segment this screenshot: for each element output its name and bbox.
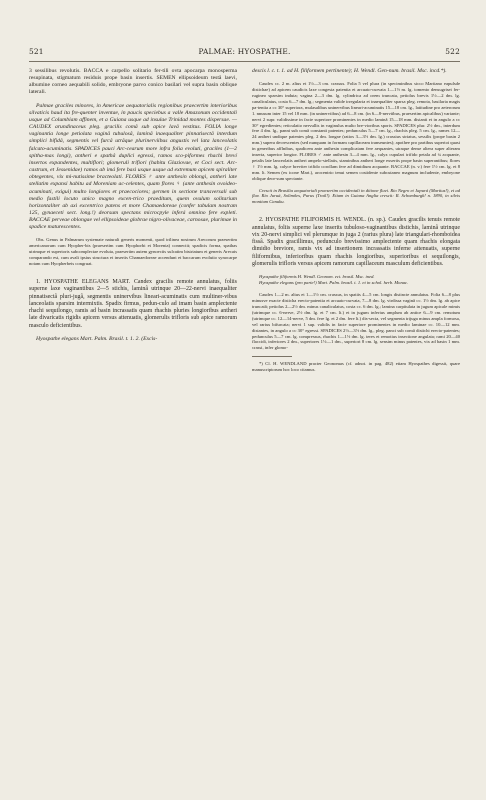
genus-observation-note: Obs. Genus in Palmarum systemate naturali generis momenti, quod trilinea nostrum Arecorum praesertim americanorum cum Hyopher-bis (praesertim cum Hyophorbi et Morenia) connectit; spadicis forma, spathas utrimque et superioris subcomplectae evoluta, praesertim autem gynoeciis sulcatim bistriatum et generis Arecais comparando est, cum avali ipsius structura et insertis Chamaedoreae accendunt et baccarum evolutio synocarpe notam cum Hyopherbeis congruat.: [29, 237, 237, 267]
species-2-description: Caudex 1—2 m. altus et 1—1½ cm. crassus, in spatiis 4—5 cm. longis distincte annulatus. Folia 6—8 plus minusve exacte disticha erecto-patentia et arcuato-curvata, 7—8 dm. lg. virdissa vaginâ cc. 1½ dm. lg. ab apice truncatâ; petiolus 2—2½ dm. minus canaliculatus, costa cc. 6 dm. lg.; lamina carpitulata in jugum apicale mimis (utrimque cc. 6-nerve, 2½ dm. lg. et 7 cm. lt.) et in jugum inferius amplum ab antice 6—9 cm. remotum (utrimque cc. 12—14-nerve, 5 dm. fere lg. et 2 dm. fere lt.) dis-secta, vel segmenta trijuga minus ampla formosa, vel rarius bifurcata; nervi 1 sup. validis in facie superiore prominentes in medio laminae cc. 10—12 mm. distantes, in angulo a cc 30° egressi. SPADICES 2½—3½ dm. lg., pleg. panci sub comâ distichi erecto-patentes; pedunculus 5—7 cm. lg. compressus, rhachis 1—1½ dm. lg. teres et remotius insectione angulata; rami 20—40 flaccidi, inferiores 2 dm., superiores 1½—1 dm., superiori 8 cm. lg. sensim minus patentes, vix ad basin 1 mm. crassi, infer glomo-: [252, 292, 460, 351]
species-2-synonym-2: Hyospathe elegans (pro parte!) Mart. Palm. brasil. t. 1. et in schol. herb. Monac.: [259, 280, 409, 286]
page-number-right: 522: [445, 47, 460, 56]
footnote: *) Cl. H. WENDLAND practer Geonomas (cf. adnot. in pag. 482) etiam Hyospathes digessit, quare manuscriptorum hoc loco citamus.: [252, 361, 460, 373]
running-title: PALMAE: HYOSPATHE.: [198, 47, 291, 56]
species-1-heading-paragraph: [29, 279, 237, 330]
species-2-heading: 2. HYOSPATHE FILIFORMIS H. WENDL. (n. sp.).: [259, 217, 387, 224]
page-number-left: 521: [29, 47, 44, 56]
genus-description-end: 3 sessilibus revolutis. BACCA e carpello solitario fer-tili ovta apocarpa monosperma resupinata, stigmatum residuis prope basin insertis. SEMEN ellipsoideum testâ laevi, albumine corneo aequabili solido, embryone parvo conico basilari vel supra basin oblique laterali.: [29, 68, 237, 96]
genus-habit-paragraph: Palmae graciles minores, in Americae aequatorialis regionibus praecertim interioribus silvaticis haud ita fre-quenter inventae, in paucis speciebus a valle Amazonum occidentali usque ad Columbiam affinem, et a Guiana usque ad insulae Trinidad montes dispersae. — CAUDEX arundinaceus pleg. gracilis comâ sub apice lavâ vestitus. FOLIA longe vaginantia longe petiolata vaginâ tubulosâ, laminâ inaequaliter pinnatisectâ interdum simplici bifidâ, segmentis vel furcâ utrâque plurinerviibus angustis vel lata lanceolatis falcato-acuminatis. SPADICES pauci Arc-cearum more infra folia evoluti, graciles (1—2 spitha-mas longi), antheri e spathâ duplici egressi, ramos sco-piformes rhachi breví insertos expandentes, multiflori; glomeruli trifiori (habitu Glaziovae, et Coci sect. Arc-castrum, et Jessenidae) ramos ab imá fere basi usque usque ad extremum apicem spiraliter obtegentes, vix mi-nutissime bracteolati. FLORES ♂ ante anthesin oblongi, antheri late stellatim expansi habitu ad Moreniam ac-celentes, quam flores ♀ (ante anthesin ovoideo-acuminati, exigui) multo longiores et praecociores; germen in sectione transversali sub medio fastili locuto unico magno excen-trico praeditum, quem ovulum solitarium horizontaliter ab axi excentrico patens et more Chamaedoreae (confer tabulam nostram 125, gynaeceti sect. long.!) deorsum spectans microcpyle inferá omnino fere expleti. BACCAE perveae oblongae vel ellipsoideae globrae nigro-olivaceae, carnosae, plurimae in spadice maturescentes.: [29, 102, 237, 231]
species-1-description: Caudex cc. 2 m. altus et 1½—3 cm. crassus. Folia 5 vel plura (in speciminibus sicco Martiano eapulsde distichae) ad apicem caudicis laxe congesta patentia et arcuato-curvata 1—1½ m. lg. tomento densugrisei fer-rugineo sparsim induta; vagina 2—3 dm. lg. cylindrica ad orem truncata, petiolus brevis 1½—2 dm. lg. canaliculatus, costa 6—7 dm. lg.; segmenta valide irregularia et inaequaliter sparsa pleg. remota, basilaria magis pa-tentia a cc 30° superiora, mulasalibus uninervibus lineari-acuminatis 15—18 cm. lg., latitudine pro aeterorum 1. nnusum inter 15 vel 18 mm. (in uninerviibus) ad 6—8 cm. (in 6—8-nerviibus, praesertim apicalibus) variante; nervi 2 supr. validissime in facie superiore prominentes in medio laminâ 15—18 mm. distanti et in angulo a cc 30° egredientes; reticulatio nervullis in vaginulus multo bre-vioribus sporis. SPADICES plur. 2½ dm., interdum fere 4 dm. lg., panni sub comâ constanti patentes; pedunculus 5—7 cm. lg., rhachis pleg. 5 cm. lg., rames 12—24 antheri undique patentes pleg. 2 dm. longae (ratios 3—3½ dm. lg.) crassius striatus, sessilis (prope basin 2 mm.) supera decrescentes (sed nunquam in formam capillaceam transeuntes); apothee pro partibus superioi quasi in generibus afflnibus, spadicem ante anthesin complicatam fere aequantes, utraque dense altera super alteram inserta, superior longior. FLORES ♂ ante anthesin 3—4 mm. lg., calyx cupulari trifido petala ad ¼ acquante, petalis late lanceolatis antheri ampelo-stellatis, staminibus antheri longe exsertis prope basin superantibus; flores ♀ 1½ mm. lg. calyce breviter trifido corollam fere ad dimidium acquante. BACCAE (n. v.) fere 1½ cm. lg. et 8 mm. lt. Semen (ex icone Mart.), arocentrio tenui semen costidente subcutaneo magnum includente, embryone oblique deor-sum spectante.: [252, 81, 460, 181]
species-1-synonymy-cont: descis l. c. t. 1. ad H. filiformem pertinente); H. Wendl. Gen-num. brasil. Msc. incd.*).: [252, 68, 447, 74]
species-1-synonymy: Hyospathe elegans Mart. Palm. Brasil. t. 1. 2. (Excis-: [36, 336, 158, 343]
species-1-diagnosis: Candex gracilis remote annulatus, foliis superne laxe vaginantibus 2—5 stichis, laminâ utrinque 20—22-nervi inaequaliter pinnatisectâ pluri-jugâ, segmentis uninervibus lineari-acuminatis cum multiner-vibus lanceolatis sparsim intermixtis. Spadix firmus, pedun-culo ad imam basin amplectente rhachi sequilongo, ramis ad basin incrassatis quam rhachis pluries longioribus antheri late divaricatis rigidis apicem versus attenuatis, glomerulis trifloris sub apice ramorum masculo deficientibus.: [29, 278, 237, 329]
species-2-diagnosis: Caudex gracilis tenuis remote annulatus, foliis superne laxe inserits tubuloso-vaginantibus distichis, laminâ utrinque vix 20-nervi simplici vel plerumque in juga 2 (rarius plura) late triangulari-rhomboidea fissâ. Spadix gracillimus, pedunculo brevissimo amplectente quam rhachis elongata dimidio breviore, ramis vix ad insertionem incrassatis inferne attenuatis, superne filiformibus, inferioribus quam rhachis longioribus, superioribus ei sequilongis, glomerulis trifloris versus apicem ramorum capillaceum masculum deficientibus.: [252, 217, 460, 268]
header-rule: [29, 61, 460, 62]
species-2-synonym-1: Hyospathe filiformis H. Wendl. Geonom. ect. brasil. Msc. ined.: [259, 274, 375, 280]
species-1-heading: 1. HYOSPATHE ELEGANS MART.: [36, 278, 131, 285]
species-1-distribution: Crescit in Brasilia aequatoriali praesertim occidentali in ditione fluvi. Rio Negro et Japurá (Martius!), et ad fluv. Rio Juruá, Solimões, Purus (Trail!). Etiam in Guiana Anglia crescit: R. Schomburgk! n. 1890, in silvis montium Canuku.: [252, 187, 460, 205]
species-2-heading-paragraph: [252, 217, 460, 268]
right-column: [252, 68, 460, 373]
left-column: [29, 68, 237, 343]
page-header: [29, 47, 460, 59]
footnote-rule: [252, 356, 292, 357]
